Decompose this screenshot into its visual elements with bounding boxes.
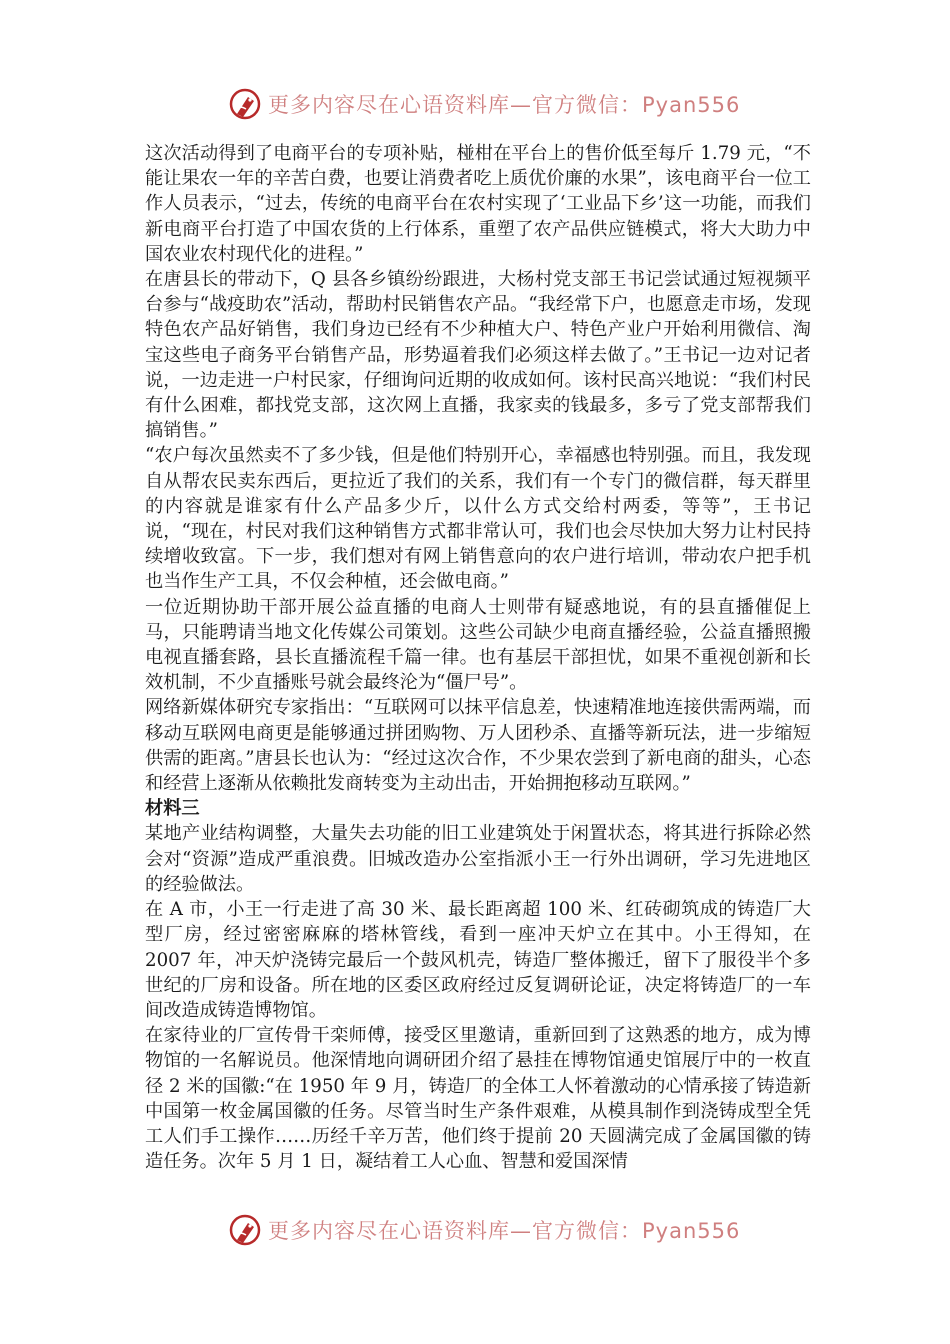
footer-banner-text: 更多内容尽在心语资料库—官方微信：Pyan556 [268, 1219, 741, 1243]
header-banner [228, 84, 748, 124]
section-heading: 材料三 [145, 798, 200, 820]
header-banner-text: 更多内容尽在心语资料库—官方微信：Pyan556 [268, 93, 741, 117]
paragraph: 某地产业结构调整，大量失去功能的旧工业建筑处于闲置状态，将其进行拆除必然会对“资源”造成严重浪费。旧城改造办公室指派小王一行外出调研，学习先进地区的经验做法。 [145, 823, 811, 895]
paragraph: 在家待业的厂宣传骨干栾师傅，接受区里邀请，重新回到了这熟悉的地方，成为博物馆的一名解说员。他深情地向调研团介绍了悬挂在博物馆通史馆展厅中的一枚直径 2 米的国徽:“在 1950 年 9 月，铸造厂的全体工人怀着激动的心情承接了铸造新中国第一枚金属国徽的任务。尽管当时生产条件艰难，从模具制作到浇铸成型全凭工人们手工操作……历经千辛万苦，他们终于提前 20 天圆满完成了金属国徽的铸造任务。次年 5 月 1 日，凝结着工人心血、智慧和爱国深情 [145, 1025, 811, 1173]
document-body [145, 141, 811, 1174]
paragraph: 在 A 市，小王一行走进了高 30 米、最长距离超 100 米、红砖砌筑成的铸造厂大型厂房，经过密密麻麻的塔林管线，看到一座冲天炉立在其中。小王得知，在 2007 年，冲天炉浇铸完最后一个鼓风机壳，铸造厂整体搬迁，留下了服役半个多世纪的厂房和设备。所在地的区委区政府经过反复调研论证，决定将铸造厂的一车间改造成铸造博物馆。 [145, 899, 811, 1021]
paragraph: 一位近期协助干部开展公益直播的电商人士则带有疑惑地说，有的县直播催促上马，只能聘请当地文化传媒公司策划。这些公司缺少电商直播经验，公益直播照搬电视直播套路，县长直播流程千篇一律。也有基层干部担忧，如果不重视创新和长效机制，不少直播账号就会最终沦为“僵尸号”。 [145, 596, 811, 694]
paragraph: “农户每次虽然卖不了多少钱，但是他们特别开心，幸福感也特别强。而且，我发现自从帮农民卖东西后，更拉近了我们的关系，我们有一个专门的微信群，每天群里的内容就是谁家有什么产品多少斤，以什么方式交给村两委，等等”，王书记说，“现在，村民对我们这种销售方式都非常认可，我们也会尽快加大努力让村民持续增收致富。下一步，我们想对有网上销售意向的农户进行培训，带动农户把手机也当作生产工具，不仅会种植，还会做电商。” [145, 445, 811, 593]
footer-banner [228, 1210, 748, 1250]
paragraph: 网络新媒体研究专家指出：“互联网可以抹平信息差，快速精准地连接供需两端，而移动互联网电商更是能够通过拼团购物、万人团秒杀、直播等新玩法，进一步缩短供需的距离。”唐县长也认为：“经过这次合作，不少果农尝到了新电商的甜头，心态和经营上逐渐从依赖批发商转变为主动出击，开始拥抱移动互联网。” [145, 697, 811, 795]
paragraph: 在唐县长的带动下，Q 县各乡镇纷纷跟进，大杨村党支部王书记尝试通过短视频平台参与“战疫助农”活动，帮助村民销售农产品。“我经常下户，也愿意走市场，发现特色农产品好销售，我们身边已经有不少种植大户、特色产业户开始利用微信、淘宝这些电子商务平台销售产品，形势逼着我们必须这样去做了。”王书记一边对记者说，一边走进一户村民家，仔细询问近期的收成如何。该村民高兴地说：“我们村民有什么困难，都找党支部，这次网上直播，我家卖的钱最多，多亏了党支部帮我们搞销售。” [145, 269, 811, 442]
pen-nib-icon [228, 87, 262, 121]
paragraph: 这次活动得到了电商平台的专项补贴，椪柑在平台上的售价低至每斤 1.79 元，“不能让果农一年的辛苦白费，也要让消费者吃上质优价廉的水果”，该电商平台一位工作人员表示，“过去，传统的电商平台在农村实现了‘工业品下乡’这一功能，而我们新电商平台打造了中国农货的上行体系，重塑了农产品供应链模式，将大大助力中国农业农村现代化的进程。” [145, 143, 811, 265]
pen-nib-icon [228, 1213, 262, 1247]
